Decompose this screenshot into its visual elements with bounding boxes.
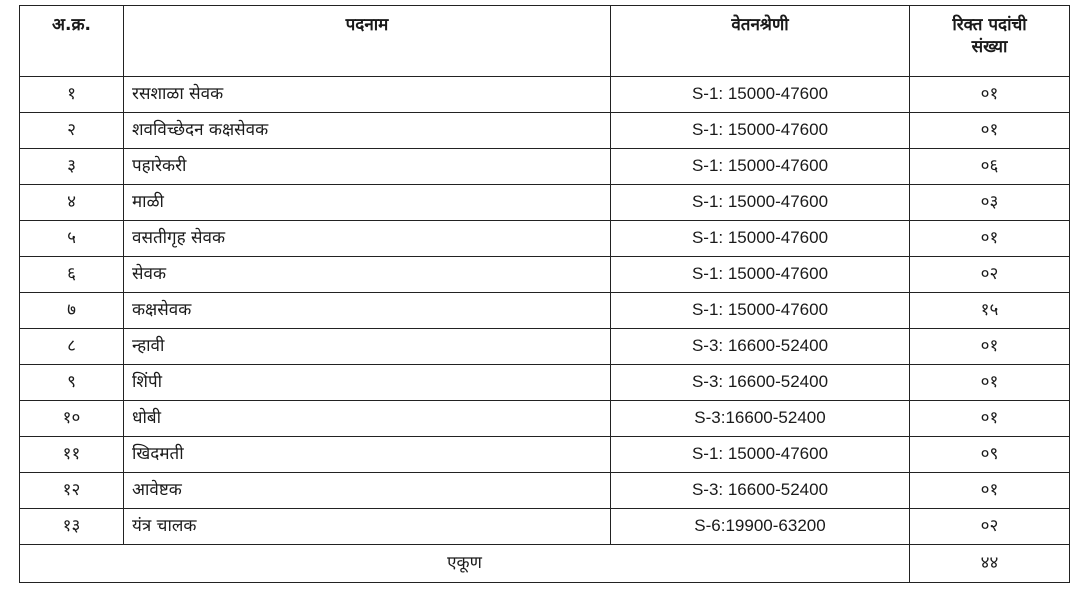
- table-row: [20, 77, 1070, 113]
- cell-vacancy-count: ०९: [910, 437, 1070, 473]
- table-footer: [20, 545, 1070, 583]
- cell-serial: ६: [20, 257, 124, 293]
- cell-pay-scale: S-1: 15000-47600: [611, 221, 910, 257]
- cell-vacancy-count: ०१: [910, 221, 1070, 257]
- cell-post: यंत्र चालक: [124, 509, 611, 545]
- cell-pay-scale: S-1: 15000-47600: [611, 257, 910, 293]
- table-row: [20, 437, 1070, 473]
- cell-vacancy-count: ०३: [910, 185, 1070, 221]
- table-row: [20, 185, 1070, 221]
- vacancy-table: [19, 5, 1070, 583]
- cell-serial: १२: [20, 473, 124, 509]
- header-post: पदनाम: [124, 6, 611, 77]
- total-label: एकूण: [20, 545, 910, 583]
- cell-post: रसशाळा सेवक: [124, 77, 611, 113]
- table-header: [20, 6, 1070, 77]
- cell-post: शिंपी: [124, 365, 611, 401]
- cell-serial: २: [20, 113, 124, 149]
- cell-vacancy-count: १५: [910, 293, 1070, 329]
- header-vacancies-line1: रिक्त पदांची: [952, 15, 1027, 35]
- table-row: [20, 329, 1070, 365]
- header-vacancies-line2: संख्या: [971, 37, 1008, 58]
- cell-pay-scale: S-1: 15000-47600: [611, 77, 910, 113]
- cell-post: पहारेकरी: [124, 149, 611, 185]
- cell-serial: ४: [20, 185, 124, 221]
- table-row: [20, 293, 1070, 329]
- table-row: [20, 401, 1070, 437]
- cell-vacancy-count: ०१: [910, 365, 1070, 401]
- cell-post: धोबी: [124, 401, 611, 437]
- cell-post: खिदमती: [124, 437, 611, 473]
- cell-vacancy-count: ०१: [910, 401, 1070, 437]
- cell-serial: ९: [20, 365, 124, 401]
- cell-pay-scale: S-3: 16600-52400: [611, 365, 910, 401]
- cell-serial: १०: [20, 401, 124, 437]
- table-row: [20, 113, 1070, 149]
- cell-serial: ७: [20, 293, 124, 329]
- cell-vacancy-count: ०२: [910, 257, 1070, 293]
- cell-post: न्हावी: [124, 329, 611, 365]
- cell-post: वसतीगृह सेवक: [124, 221, 611, 257]
- cell-pay-scale: S-3: 16600-52400: [611, 329, 910, 365]
- cell-vacancy-count: ०१: [910, 113, 1070, 149]
- cell-pay-scale: S-1: 15000-47600: [611, 437, 910, 473]
- cell-vacancy-count: ०१: [910, 329, 1070, 365]
- cell-pay-scale: S-6:19900-63200: [611, 509, 910, 545]
- cell-pay-scale: S-1: 15000-47600: [611, 293, 910, 329]
- cell-vacancy-count: ०६: [910, 149, 1070, 185]
- table-body: [20, 77, 1070, 545]
- table-row: [20, 473, 1070, 509]
- cell-pay-scale: S-1: 15000-47600: [611, 149, 910, 185]
- cell-post: आवेष्टक: [124, 473, 611, 509]
- cell-vacancy-count: ०१: [910, 473, 1070, 509]
- cell-serial: ३: [20, 149, 124, 185]
- cell-post: सेवक: [124, 257, 611, 293]
- cell-serial: ८: [20, 329, 124, 365]
- cell-post: शवविच्छेदन कक्षसेवक: [124, 113, 611, 149]
- table-row: [20, 221, 1070, 257]
- cell-pay-scale: S-3: 16600-52400: [611, 473, 910, 509]
- total-row: [20, 545, 1070, 583]
- table-row: [20, 257, 1070, 293]
- cell-serial: १३: [20, 509, 124, 545]
- header-pay-scale: वेतनश्रेणी: [611, 6, 910, 77]
- cell-vacancy-count: ०२: [910, 509, 1070, 545]
- cell-serial: ५: [20, 221, 124, 257]
- cell-post: माळी: [124, 185, 611, 221]
- table-row: [20, 509, 1070, 545]
- cell-vacancy-count: ०१: [910, 77, 1070, 113]
- cell-serial: ११: [20, 437, 124, 473]
- cell-post: कक्षसेवक: [124, 293, 611, 329]
- cell-pay-scale: S-1: 15000-47600: [611, 113, 910, 149]
- cell-pay-scale: S-1: 15000-47600: [611, 185, 910, 221]
- total-count: ४४: [910, 545, 1070, 583]
- cell-pay-scale: S-3:16600-52400: [611, 401, 910, 437]
- table-row: [20, 149, 1070, 185]
- cell-serial: १: [20, 77, 124, 113]
- header-vacancies: [910, 6, 1070, 77]
- header-serial: अ.क्र.: [20, 6, 124, 77]
- table-row: [20, 365, 1070, 401]
- header-row: [20, 6, 1070, 77]
